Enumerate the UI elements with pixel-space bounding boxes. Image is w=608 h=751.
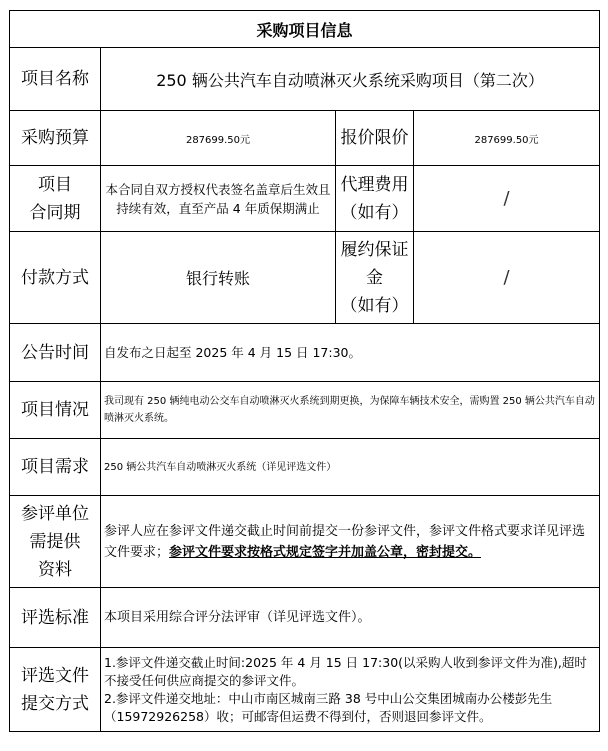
required-materials-label [10,496,101,588]
project-demand-value: 250 辆公共汽车自动喷淋灭火系统（详见评选文件） [101,439,600,496]
required-materials-emphasis-text: 参评文件要求按格式规定签字并加盖公章，密封提交。 [169,544,482,560]
project-situation-value: 我司现有 250 辆纯电动公交车自动喷淋灭火系统到期更换，为保障车辆技术安全，需购置 250 辆公共汽车自动喷淋灭火系统。 [101,382,600,439]
agency-fee-value: / [414,166,600,232]
submission-item-1: 1.参评文件递交截止时间:2025 年 4 月 15 日 17:30(以采购人收到参评文件为准),超时不接受任何供应商提交的参评文件。 [104,654,587,688]
project-situation-label: 项目情况 [10,382,101,439]
table-title: 采购项目信息 [10,11,600,48]
title-row [10,11,600,48]
submission-item-2: 2.参评文件递交地址：中山市南区城南三路 38 号中山公交集团城南办公楼彭先生（15972926258）收；可邮寄但运费不得到付，否则退回参评文件。 [104,690,553,724]
announcement-time-label: 公告时间 [10,324,101,382]
required-materials-label-line1: 参评单位 [21,503,89,524]
project-name-row [10,48,600,111]
performance-guarantee-label-line1: 履约保证 [340,239,409,260]
announcement-time-value: 自发布之日起至 2025 年 4 月 15 日 17:30。 [101,324,600,382]
required-materials-plain-text: 参评人应在参评文件递交截止时间前提交一份参评文件，参评文件格式要求详见评选文件要求； [104,523,586,560]
evaluation-criteria-label: 评选标准 [10,588,101,648]
criteria-row [10,588,600,648]
procurement-info-table [9,10,600,732]
project-name-value: 250 辆公共汽车自动喷淋灭火系统采购项目（第二次） [101,48,600,111]
performance-guarantee-label-line2: 金 [366,267,383,288]
required-materials-value [101,496,600,588]
project-demand-label: 项目需求 [10,439,101,496]
required-materials-label-line2: 需提供 [29,531,81,552]
situation-row [10,382,600,439]
payment-method-value: 银行转账 [101,232,336,324]
budget-label: 采购预算 [10,111,101,166]
submission-method-value [101,648,600,732]
project-name-label: 项目名称 [10,48,101,111]
submission-method-label [10,648,101,732]
contract-period-label-line1: 项目 [38,174,72,195]
agency-fee-label-line2: （如有） [340,202,409,223]
contract-row [10,166,600,232]
performance-guarantee-label [336,232,414,324]
submission-row [10,648,600,732]
contract-period-label-line2: 合同期 [29,202,81,223]
evaluation-criteria-value: 本项目采用综合评分法评审（详见评选文件）。 [101,588,600,648]
agency-fee-label [336,166,414,232]
materials-row [10,496,600,588]
price-limit-value: 287699.50元 [414,111,600,166]
procurement-info-sheet [9,10,599,743]
payment-method-label: 付款方式 [10,232,101,324]
performance-guarantee-value: / [414,232,600,324]
budget-row [10,111,600,166]
contract-period-label [10,166,101,232]
price-limit-label: 报价限价 [336,111,414,166]
agency-fee-label-line1: 代理费用 [340,174,409,195]
contract-period-value: 本合同自双方授权代表签名盖章后生效且持续有效，直至产品 4 年质保期满止 [101,166,336,232]
submission-method-label-line1: 评选文件 [21,665,89,686]
announcement-row [10,324,600,382]
budget-value: 287699.50元 [101,111,336,166]
demand-row [10,439,600,496]
performance-guarantee-label-line3: （如有） [340,295,409,316]
submission-method-label-line2: 提交方式 [21,693,89,714]
payment-row [10,232,600,324]
required-materials-label-line3: 资料 [38,559,72,580]
